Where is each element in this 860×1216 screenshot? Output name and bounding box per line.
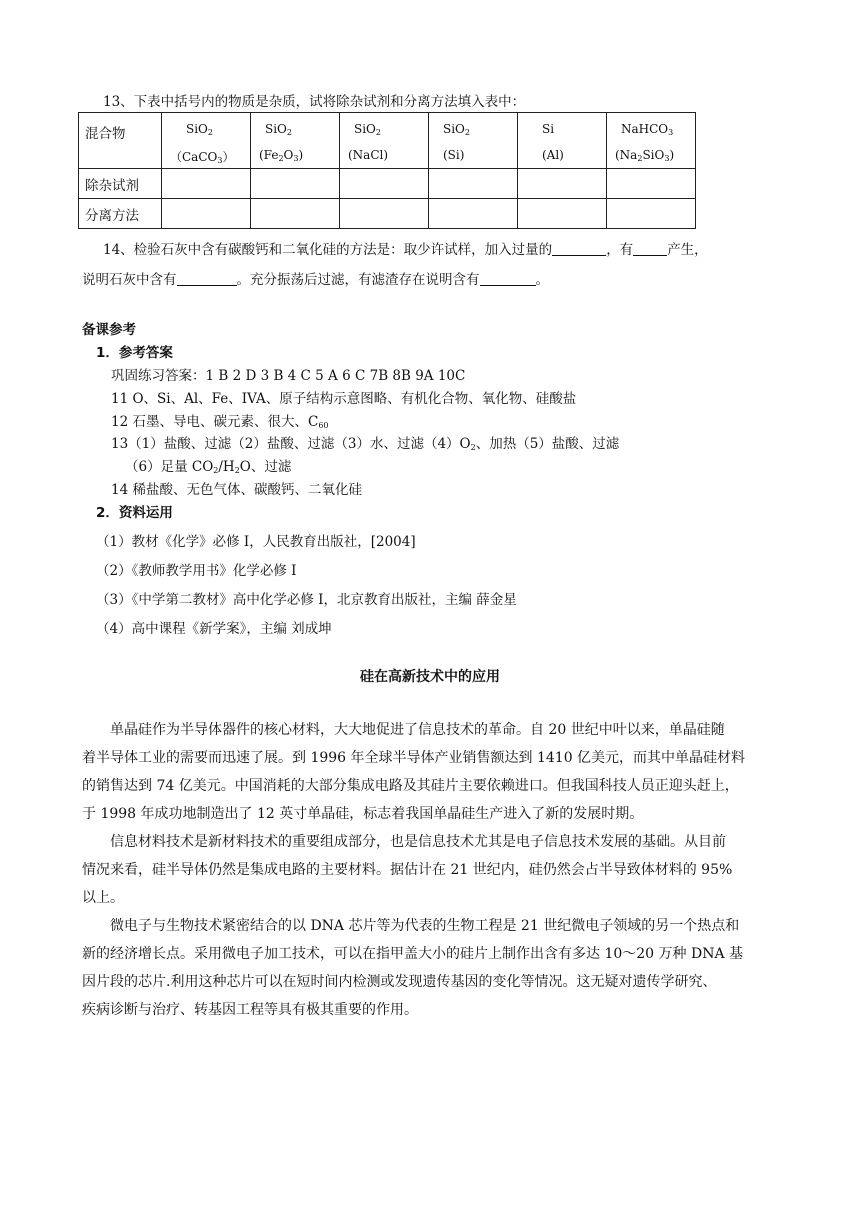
resource-item: （4）高中课程《新学案》，主编 刘成坤 — [96, 621, 332, 637]
answer-line: 11 O、Si、Al、Fe、IVA、原子结构示意图略、有机化合物、氧化物、硅酸盐 — [111, 391, 577, 407]
question-13-text: 13、下表中括号内的物质是杂质，试将除杂试剂和分离方法填入表中： — [103, 94, 526, 110]
question-14-line1: 14、检验石灰中含有碳酸钙和二氧化硅的方法是：取少许试样，加入过量的 ，有 产生， — [103, 242, 708, 258]
impurity-table — [78, 112, 696, 229]
answer-line: （6）足量 $CO_2/H_2O$、过滤 — [125, 459, 292, 475]
table-cell — [251, 199, 340, 229]
table-row — [79, 169, 696, 199]
answer-line: 14 稀盐酸、无色气体、碳酸钙、二氧化硅 — [111, 482, 362, 498]
row-label-mixture: 混合物 — [79, 113, 162, 169]
answer-blank — [177, 273, 237, 286]
table-cell — [518, 169, 607, 199]
table-cell — [429, 199, 518, 229]
table-cell — [162, 169, 251, 199]
resource-item: （3）《中学第二教材》高中化学必修 I，北京教育出版社，主编 薛金星 — [96, 592, 517, 608]
table-row — [79, 113, 696, 169]
table-cell — [607, 169, 696, 199]
article-paragraph-3: 微电子与生物技术紧密结合的以 DNA 芯片等为代表的生物工程是 21 世纪微电子领域的另一个热点和 新的经济增长点。采用微电子加工技术，可以在指甲盖大小的硅片上制作出含有多达 10～20 万种 DNA 基 因片段的芯片.利用这种芯片可以在短时间内检测或发现遗传基因的变化等情况。这无疑对遗传学研究、 疾病诊断与治疗、转基因工程等具有极其重要的作用。 — [82, 918, 744, 1018]
answer-blank — [633, 243, 667, 256]
table-row — [79, 199, 696, 229]
table-cell — [429, 169, 518, 199]
article-title: 硅在高新技术中的应用 — [360, 669, 500, 685]
table-cell — [340, 169, 429, 199]
answer-line: 巩固练习答案：1 B 2 D 3 B 4 C 5 A 6 C 7B 8B 9A 10C — [111, 368, 466, 384]
resource-item: （2）《教师教学用书》化学必修 I — [96, 563, 297, 579]
answers-heading: 1．参考答案 — [96, 345, 173, 361]
article-paragraph-1: 单晶硅作为半导体器件的核心材料，大大地促进了信息技术的革命。自 20 世纪中叶以来，单晶硅随 着半导体工业的需要而迅速了展。到 1996 年全球半导体产业销售额达到 1410 亿美元，而其中单晶硅材料 的销售达到 74 亿美元。中国消耗的大部分集成电路及其硅片主要依赖进口。但我国科技人员正迎头赶上， 于 1998 年成功地制造出了 12 英寸单晶硅，标志着我国单晶硅生产进入了新的发展时期。 — [82, 722, 746, 822]
answer-blank — [552, 243, 606, 256]
table-cell — [607, 199, 696, 229]
row-label-method: 分离方法 — [79, 199, 162, 229]
article-paragraph-2: 信息材料技术是新材料技术的重要组成部分，也是信息技术尤其是电子信息技术发展的基础。从目前 情况来看，硅半导体仍然是集成电路的主要材料。据估计在 21 世纪内，硅仍然会占半导致体材料的 95% 以上。 — [82, 834, 733, 906]
table-cell: SiO$_2$ (NaCl) — [340, 113, 429, 169]
resources-heading: 2．资料运用 — [96, 505, 173, 521]
answer-line: 12 石墨、导电、碳元素、很大、$C_{60}$ — [111, 414, 329, 430]
table-cell — [518, 199, 607, 229]
table-cell: SiO$_2$ $(Fe_2O_3)$ — [251, 113, 340, 169]
question-14-line2: 说明石灰中含有 。充分振荡后过滤，有滤渣存在说明含有 。 — [82, 272, 549, 288]
table-cell — [162, 199, 251, 229]
row-label-reagent: 除杂试剂 — [79, 169, 162, 199]
answer-line: 13（1）盐酸、过滤（2）盐酸、过滤（3）水、过滤$(4)O_2$、加热（5）盐酸、过滤 — [111, 436, 620, 452]
table-cell: Si (Al) — [518, 113, 607, 169]
table-cell — [251, 169, 340, 199]
resource-item: （1）教材《化学》必修 I，人民教育出版社，[2004] — [96, 534, 416, 550]
table-cell: NaHCO$_3$ $(Na_2SiO_3)$ — [607, 113, 696, 169]
table-cell — [340, 199, 429, 229]
answer-blank — [480, 273, 536, 286]
table-cell: SiO$_2$ （CaCO$_3$） — [162, 113, 251, 169]
table-cell: SiO$_2$ (Si) — [429, 113, 518, 169]
prep-heading: 备课参考 — [82, 322, 136, 338]
